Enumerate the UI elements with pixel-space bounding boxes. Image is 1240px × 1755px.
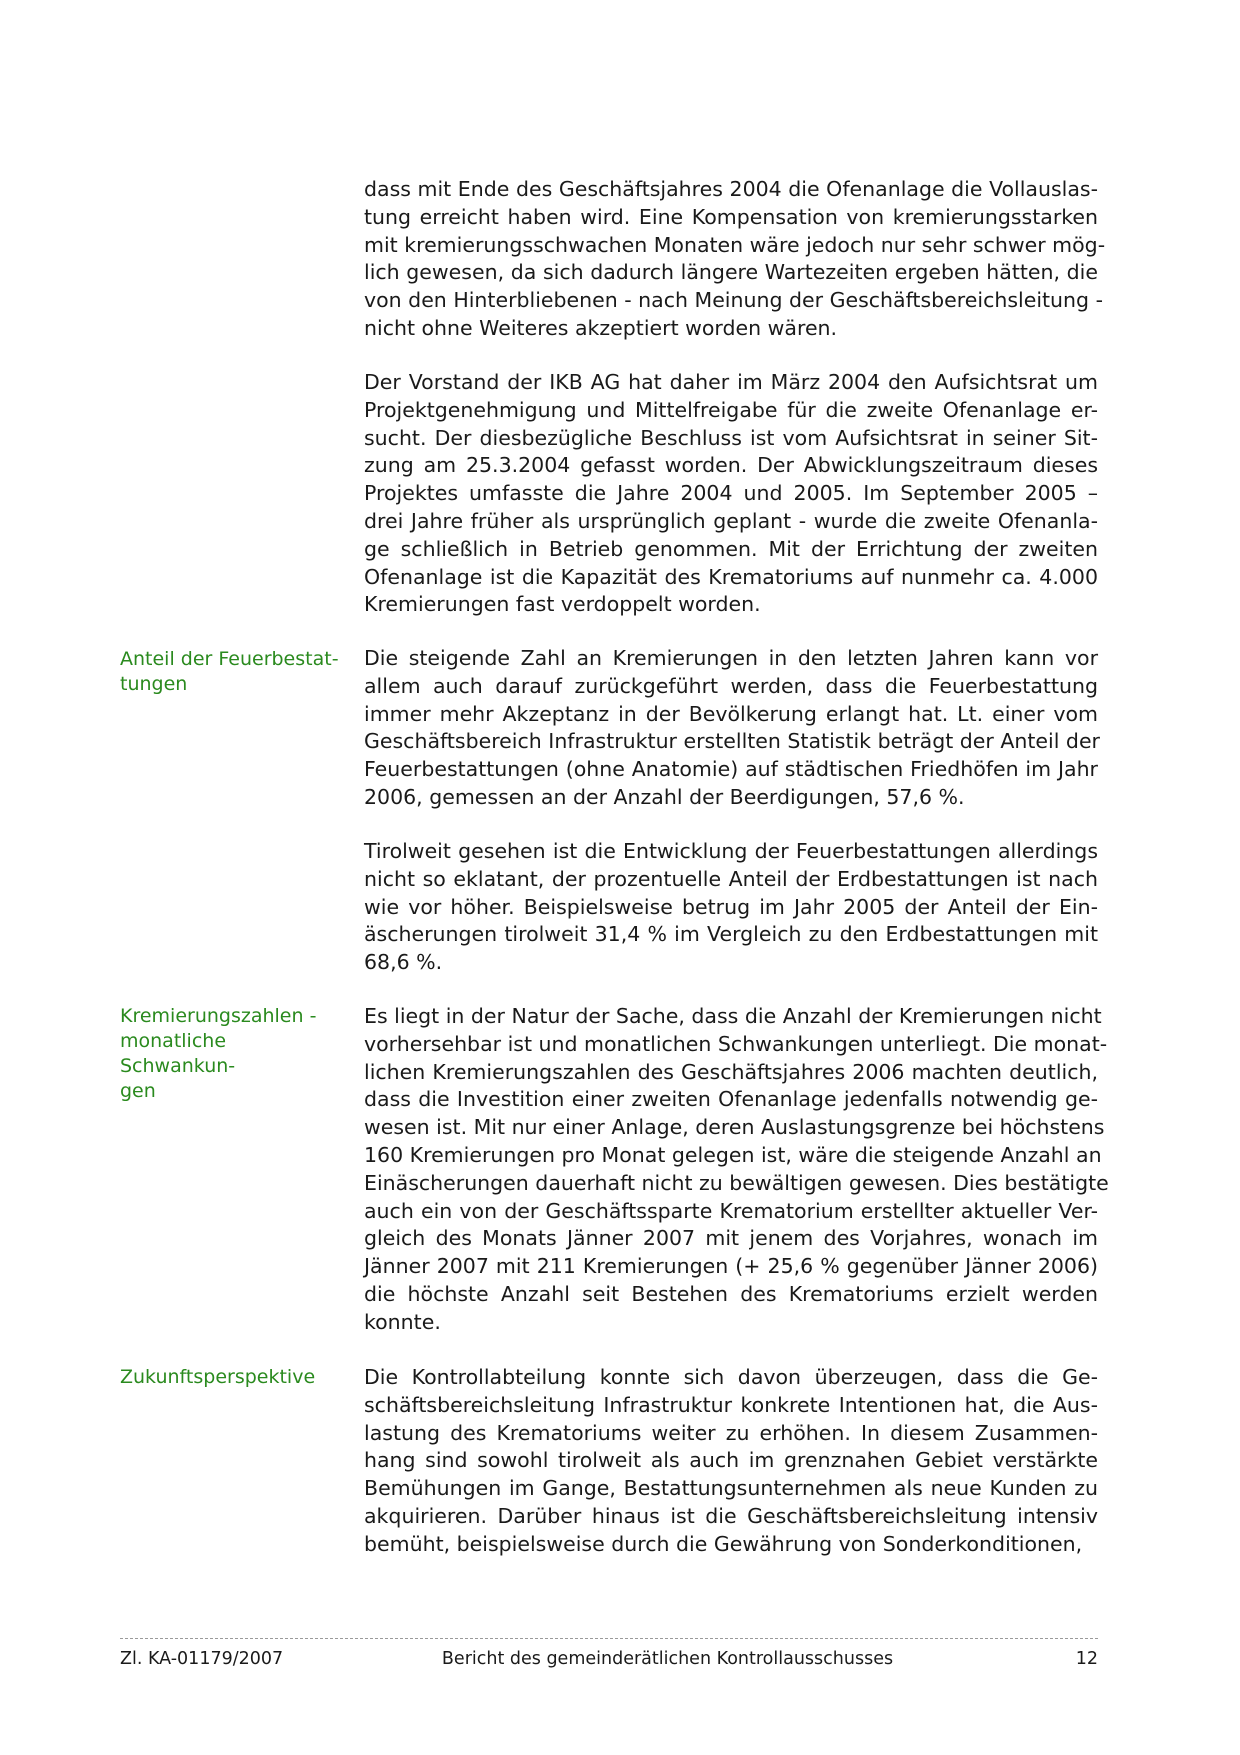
- text-line: nicht so eklatant, der prozentuelle Anteil der Erdbestattungen ist nach: [364, 866, 1098, 891]
- text-line: ge schließlich in Betrieb genommen. Mit der Errichtung der zweiten: [364, 536, 1098, 561]
- body-paragraph-6: [364, 1364, 1098, 1559]
- sidenote-anteil-feuerbestattungen: [120, 647, 345, 697]
- text-line: die höchste Anzahl seit Bestehen des Krematoriums erzielt werden: [364, 1281, 1098, 1306]
- text-line: Jänner 2007 mit 211 Kremierungen (+ 25,6 % gegenüber Jänner 2006): [364, 1254, 1098, 1279]
- sidenote-line: monatliche Schwankun-: [120, 1030, 236, 1077]
- text-line: gleich des Monats Jänner 2007 mit jenem des Vorjahres, wonach im: [364, 1226, 1098, 1251]
- body-paragraph-1: [364, 176, 1106, 343]
- text-line: mit kremierungsschwachen Monaten wäre jedoch nur sehr schwer mög-: [364, 232, 1106, 257]
- text-line: nicht ohne Weiteres akzeptiert worden wären.: [364, 315, 838, 340]
- text-line: Geschäftsbereich Infrastruktur erstellten Statistik beträgt der Anteil der: [364, 729, 1100, 754]
- text-line: tung erreicht haben wird. Eine Kompensation von kremierungsstarken: [364, 204, 1098, 229]
- text-line: Der Vorstand der IKB AG hat daher im März 2004 den Aufsichtsrat um: [364, 370, 1098, 394]
- text-line: von den Hinterbliebenen - nach Meinung der Geschäftsbereichsleitung -: [364, 288, 1103, 313]
- sidenote-kremierungszahlen: [120, 1004, 345, 1104]
- page-number: 12: [1075, 1649, 1098, 1669]
- text-line: lastung des Krematoriums weiter zu erhöhen. In diesem Zusammen-: [364, 1420, 1098, 1445]
- text-line: Einäscherungen dauerhaft nicht zu bewältigen gewesen. Dies bestätigte: [364, 1170, 1109, 1195]
- text-line: lichen Kremierungszahlen des Geschäftsjahres 2006 machten deutlich,: [364, 1059, 1098, 1084]
- text-line: 68,6 %.: [364, 950, 443, 975]
- sidenote-line: Zukunftsperspektive: [120, 1366, 316, 1388]
- text-line: Die steigende Zahl an Kremierungen in den letzten Jahren kann vor: [364, 646, 1098, 670]
- footer-reference: Zl. KA-01179/2007: [120, 1649, 284, 1669]
- text-line: akquirieren. Darüber hinaus ist die Geschäftsbereichsleitung intensiv: [364, 1503, 1098, 1528]
- text-line: wesen ist. Mit nur einer Anlage, deren Auslastungsgrenze bei höchstens: [364, 1115, 1105, 1140]
- text-line: allem auch darauf zurückgeführt werden, dass die Feuerbestattung: [364, 673, 1098, 698]
- text-line: schäftsbereichsleitung Infrastruktur konkrete Intentionen hat, die Aus-: [364, 1392, 1098, 1417]
- footer-divider: [120, 1638, 1098, 1639]
- text-line: 160 Kremierungen pro Monat gelegen ist, wäre die steigende Anzahl an: [364, 1142, 1102, 1167]
- text-line: Ofenanlage ist die Kapazität des Krematoriums auf nunmehr ca. 4.000: [364, 564, 1098, 589]
- text-line: Feuerbestattungen (ohne Anatomie) auf städtischen Friedhöfen im Jahr: [364, 757, 1098, 782]
- text-line: Es liegt in der Natur der Sache, dass die Anzahl der Kremierungen nicht: [364, 1004, 1102, 1028]
- sidenote-line: tungen: [120, 673, 188, 695]
- text-line: konnte.: [364, 1309, 441, 1334]
- text-line: lich gewesen, da sich dadurch längere Wartezeiten ergeben hätten, die: [364, 260, 1098, 285]
- text-line: Projektgenehmigung und Mittelfreigabe für die zweite Ofenanlage er-: [364, 397, 1098, 422]
- body-paragraph-5: [364, 1003, 1109, 1337]
- text-line: immer mehr Akzeptanz in der Bevölkerung erlangt hat. Lt. einer vom: [364, 701, 1098, 726]
- text-line: dass die Investition einer zweiten Ofenanlage jedenfalls notwendig ge-: [364, 1087, 1098, 1112]
- body-paragraph-4: [364, 838, 1098, 977]
- text-line: Tirolweit gesehen ist die Entwicklung der Feuerbestattungen allerdings: [364, 839, 1098, 863]
- body-paragraph-3: [364, 645, 1098, 812]
- text-line: vorhersehbar ist und monatlichen Schwankungen unterliegt. Die monat-: [364, 1031, 1108, 1056]
- body-paragraph-2: [364, 369, 1098, 619]
- sidenote-line: Kremierungszahlen -: [120, 1005, 317, 1027]
- text-line: bemüht, beispielsweise durch die Gewährung von Sonderkonditionen,: [364, 1531, 1083, 1556]
- footer-title: Bericht des gemeinderätlichen Kontrollausschusses: [441, 1649, 894, 1669]
- text-line: Bemühungen im Gange, Bestattungsunternehmen als neue Kunden zu: [364, 1476, 1098, 1501]
- text-line: drei Jahre früher als ursprünglich geplant - wurde die zweite Ofenanla-: [364, 508, 1098, 533]
- text-line: dass mit Ende des Geschäftsjahres 2004 die Ofenanlage die Vollauslas-: [364, 177, 1098, 201]
- text-line: 2006, gemessen an der Anzahl der Beerdigungen, 57,6 %.: [364, 784, 965, 809]
- text-line: Die Kontrollabteilung konnte sich davon überzeugen, dass die Ge-: [364, 1365, 1098, 1389]
- text-line: auch ein von der Geschäftssparte Krematorium erstellter aktueller Ver-: [364, 1198, 1098, 1223]
- text-line: sucht. Der diesbezügliche Beschluss ist vom Aufsichtsrat in seiner Sit-: [364, 425, 1098, 450]
- sidenote-line: Anteil der Feuerbestat-: [120, 648, 339, 670]
- text-line: Kremierungen fast verdoppelt worden.: [364, 592, 761, 617]
- text-line: wie vor höher. Beispielsweise betrug im Jahr 2005 der Anteil der Ein-: [364, 894, 1098, 919]
- text-line: zung am 25.3.2004 gefasst worden. Der Abwicklungszeitraum dieses: [364, 453, 1098, 478]
- sidenote-line: gen: [120, 1080, 156, 1102]
- text-line: äscherungen tirolweit 31,4 % im Vergleich zu den Erdbestattungen mit: [364, 922, 1098, 947]
- text-line: Projektes umfasste die Jahre 2004 und 2005. Im September 2005 –: [364, 481, 1098, 506]
- sidenote-zukunftsperspektive: [120, 1365, 345, 1390]
- text-line: hang sind sowohl tirolweit als auch im grenznahen Gebiet verstärkte: [364, 1448, 1098, 1473]
